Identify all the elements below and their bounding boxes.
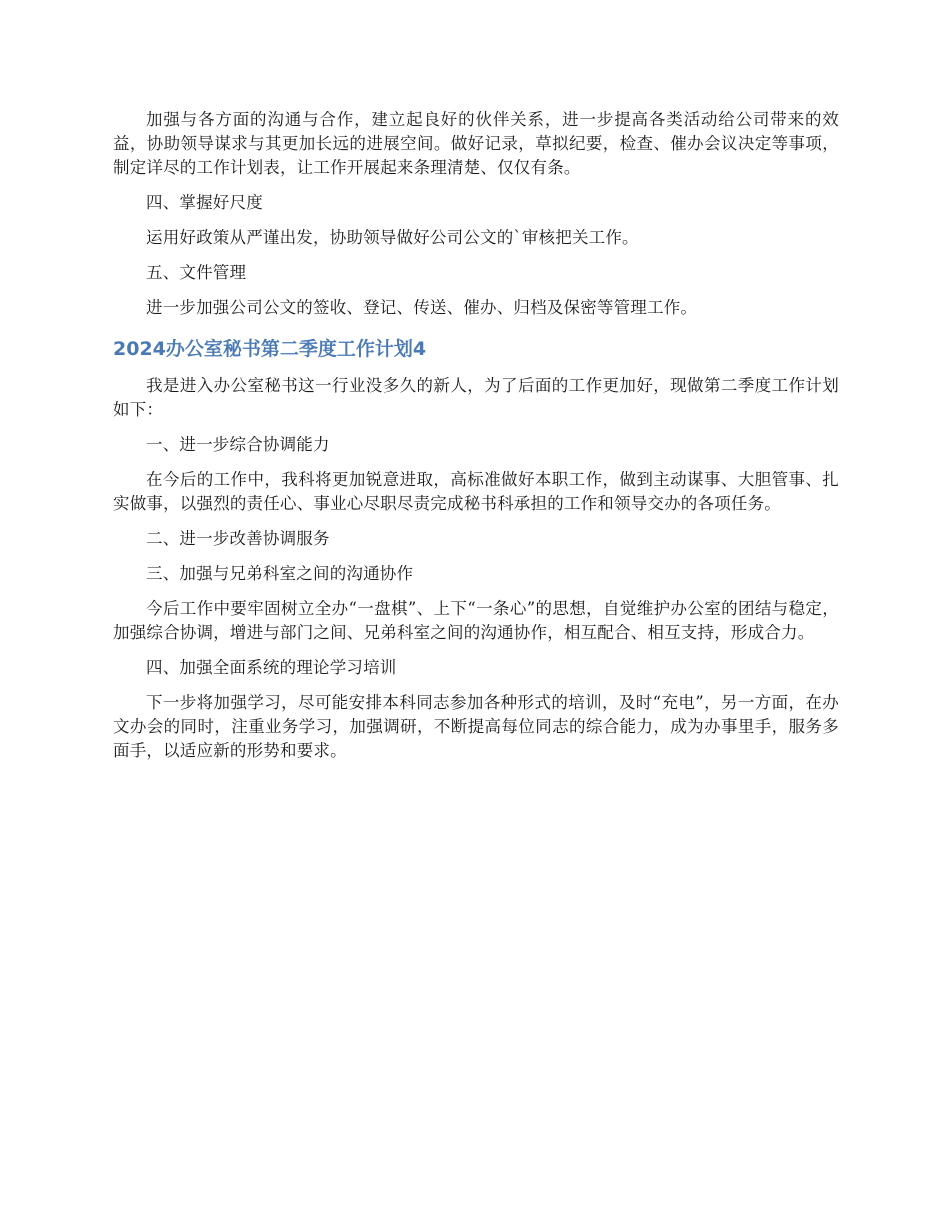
- section-subheading: 四、加强全面系统的理论学习培训: [146, 658, 397, 677]
- section-subheading: 一、进一步综合协调能力: [146, 435, 330, 454]
- section-subheading: 三、加强与兄弟科室之间的沟通协作: [146, 564, 414, 583]
- body-paragraph: 我是进入办公室秘书这一行业没多久的新人，为了后面的工作更加好，现做第二季度工作计划如下：: [113, 376, 839, 419]
- section-heading: 2024办公室秘书第二季度工作计划4: [113, 338, 427, 360]
- body-paragraph: 下一步将加强学习，尽可能安排本科同志参加各种形式的培训，及时“充电”，另一方面，在办文办会的同时，注重业务学习，加强调研，不断提高每位同志的综合能力，成为办事里手，服务多面手，以适应新的形势和要求。: [113, 693, 839, 760]
- body-paragraph: 今后工作中要牢固树立全办“一盘棋”、上下“一条心”的思想，自觉维护办公室的团结与稳定，加强综合协调，增进与部门之间、兄弟科室之间的沟通协作，相互配合、相互支持，形成合力。: [113, 599, 839, 642]
- body-paragraph: 运用好政策从严谨出发，协助领导做好公司公文的`审核把关工作。: [146, 228, 639, 247]
- body-paragraph: 在今后的工作中，我科将更加锐意进取，高标准做好本职工作，做到主动谋事、大胆管事、扎实做事，以强烈的责任心、事业心尽职尽责完成秘书科承担的工作和领导交办的各项任务。: [113, 470, 839, 513]
- section-subheading: 四、掌握好尺度: [146, 193, 263, 212]
- section-subheading: 二、进一步改善协调服务: [146, 529, 330, 548]
- body-paragraph: 进一步加强公司公文的签收、登记、传送、催办、归档及保密等管理工作。: [146, 298, 698, 317]
- body-paragraph: 加强与各方面的沟通与合作，建立起良好的伙伴关系，进一步提高各类活动给公司带来的效益，协助领导谋求与其更加长远的进展空间。做好记录，草拟纪要，检查、催办会议决定等事项，制定详尽的工作计划表，让工作开展起来条理清楚、仅仅有条。: [113, 110, 839, 177]
- document-page: [113, 108, 839, 774]
- section-subheading: 五、文件管理: [146, 263, 247, 282]
